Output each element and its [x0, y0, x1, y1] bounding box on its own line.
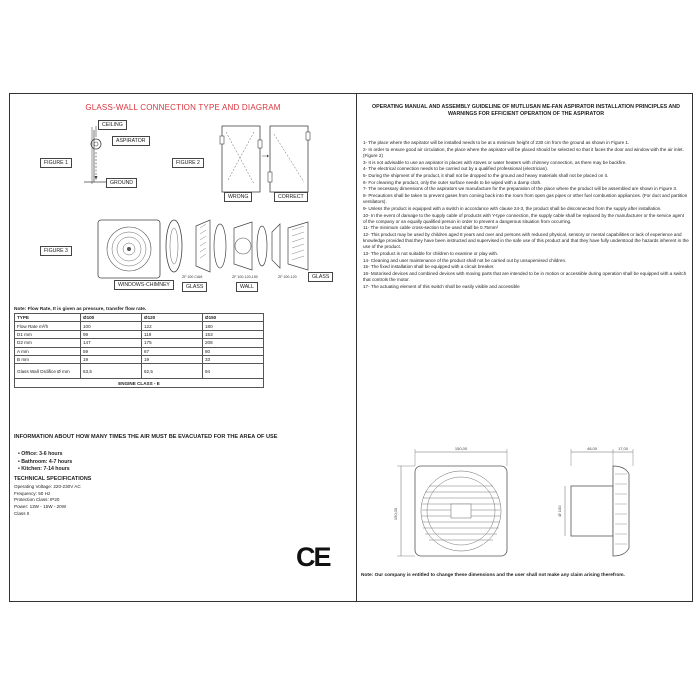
side-frame-dimension: 17,00	[617, 446, 629, 451]
table-cell: 59	[81, 347, 142, 355]
figure-3-label: FIGURE 3	[40, 246, 72, 256]
ceiling-label: CEILING	[98, 120, 127, 130]
figure-2-label: FIGURE 2	[172, 158, 204, 168]
table-cell: 153	[203, 330, 264, 338]
table-header-row	[15, 314, 264, 322]
table-row	[15, 339, 264, 347]
table-cell: 99	[81, 330, 142, 338]
table-cell: 62,5	[142, 364, 203, 379]
table-cell: D2 mm	[15, 339, 81, 347]
glass-label-b: GLASS	[308, 272, 333, 282]
list-item: 13- The product is not suitable for children to examine or play with.	[363, 250, 499, 256]
engine-class-cell: ENGINE CLASS - E	[15, 379, 264, 387]
ground-label: GROUND	[106, 178, 137, 188]
technical-specifications-heading: TECHNICAL SPECIFICATIONS	[14, 476, 92, 482]
table-cell: 67	[142, 347, 203, 355]
table-cell: 122	[142, 322, 203, 330]
list-item: Class II	[14, 510, 30, 516]
glass-label-a: GLASS	[182, 282, 207, 292]
part-label-c: ZF 100-120	[278, 275, 297, 279]
table-row	[15, 347, 264, 355]
side-depth-dimension: 48,00	[586, 446, 598, 451]
list-item: 4- The electrical connection needs to be carried out by a qualified professional (electrician).	[363, 166, 549, 172]
list-item: • Kitchen: 7-14 hours	[18, 466, 72, 474]
table-cell: 147	[81, 339, 142, 347]
aspirator-label: ASPIRATOR	[112, 136, 150, 146]
side-diameter-dimension: Ø 100	[557, 505, 562, 517]
instructions-list	[363, 140, 689, 291]
list-item: Power: 13W - 15W - 20W	[14, 503, 67, 509]
table-header: TYPE	[15, 314, 81, 322]
list-item: 5- During the shipment of the product, it shall not be dropped to the ground and heavy materials shall not be placed on it.	[363, 172, 609, 178]
figure-1-label: FIGURE 1	[40, 158, 72, 168]
table-cell: 180	[203, 322, 264, 330]
part-label-a: ZF 100 CAM	[182, 275, 203, 279]
list-item: 9- Unless the product is equipped with a switch in accordance with clause 24-3, the product shall be disconnected from the supply after installation.	[363, 205, 662, 211]
table-cell: 19	[81, 355, 142, 363]
list-item: 1- The place where the aspirator will be installed needs to be at a minimum height of 230 cm from the ground as shown in Figure 1.	[363, 140, 630, 145]
air-evacuation-list	[18, 451, 72, 474]
table-cell: 80	[203, 347, 264, 355]
list-item: 6- For cleaning the product, only the outer surface needs to be wiped with a damp cloth.	[363, 179, 542, 185]
list-item: • Office: 3-6 hours	[18, 451, 72, 459]
figure-2-drawing	[218, 122, 314, 198]
list-item: 10- In the event of damage to the supply cable of products with Y-type connection, the supply cable shall be replaced by the manufacturer or the service agent of the company or an equally qualified person in order to prevent a dangerous situation from occurring.	[363, 212, 684, 224]
list-item: 17- The actuating element of this switch shall be easily visible and accessible	[363, 283, 520, 289]
correct-label: CORRECT	[274, 192, 308, 202]
engine-class-row	[15, 379, 264, 387]
table-row	[15, 355, 264, 363]
list-item: 8- Precautions shall be taken to prevent gases from coming back into the room from open gas pipes or other fuel combustion appliances. (For duct and partition ventilators).	[363, 193, 688, 205]
company-note: Note: Our company is entitled to change these dimensions and the user shall not make any claim arising therefrom.	[361, 573, 625, 578]
manual-sheet	[9, 93, 693, 602]
table-cell: 53,5	[81, 364, 142, 379]
list-item: 12- This product may be used by children aged 8 years and over and persons with reduced physical, sensory or mental capabilities or lack of experience and knowledge provided that they have been instructed and supervised in the safe use of this product and that they have fully understood the hazards inherent in the use of the product.	[363, 232, 689, 250]
list-item: 2- In order to ensure good air circulation, the place where the aspirator will be placed should be selected so that it faces the door and window with the air inlet. (Figure 2)	[363, 146, 684, 158]
table-cell: 100	[81, 322, 142, 330]
table-header: Ø120	[142, 314, 203, 322]
table-cell: A mm	[15, 347, 81, 355]
table-cell: D1 mm	[15, 330, 81, 338]
list-item: Operating Voltage: 220-230V AC	[14, 484, 81, 489]
table-header: Ø150	[203, 314, 264, 322]
list-item: 16- Motorised devices and combined devices with moving parts that are intended to be in motion or accessible during operation shall be equipped with a switch that controls the motor.	[363, 271, 687, 283]
windows-chimney-label: WINDOWS-CHIMNEY	[114, 280, 174, 290]
table-cell: 208	[203, 339, 264, 347]
table-row	[15, 322, 264, 330]
table-cell: Glass Wall Ordifice Ø mm	[15, 364, 81, 379]
list-item: 7- The necessary dimensions of the aspirators we manufacture for the preparation of the place where the product will be assembled are shown in Figure 3.	[363, 186, 678, 192]
table-cell: 33	[203, 355, 264, 363]
list-item: 3- It is not advisable to use an aspirator in places with stoves or water heaters with chimney connection, as there may be backfire.	[363, 159, 627, 165]
diagram-title: GLASS-WALL CONNECTION TYPE AND DIAGRAM	[85, 103, 281, 112]
air-evacuation-heading: INFORMATION ABOUT HOW MANY TIMES THE AIR MUST BE EVACUATED FOR THE AREA OF USE	[14, 434, 278, 440]
dimension-drawings	[357, 444, 694, 574]
technical-specifications-list	[14, 484, 81, 517]
ce-mark: CE	[296, 542, 330, 572]
list-item: 11- The minimum cable cross-section to be used shall be 0.75mm²	[363, 225, 499, 231]
left-panel	[10, 94, 356, 601]
table-cell: B mm	[15, 355, 81, 363]
table-cell: 19	[142, 355, 203, 363]
table-header: Ø100	[81, 314, 142, 322]
part-label-b: ZF 100-120-150	[232, 275, 258, 279]
list-item: • Bathroom: 4-7 hours	[18, 459, 72, 467]
table-row	[15, 364, 264, 379]
wall-label: WALL	[236, 282, 258, 292]
flow-rate-note: Note: Flow Rate, It is given as pressure, transfer flow rate.	[14, 307, 147, 312]
table-cell: Flow Rate m³/h	[15, 322, 81, 330]
table-cell: 119	[142, 330, 203, 338]
table-cell: 94	[203, 364, 264, 379]
specification-table	[14, 313, 264, 388]
right-panel	[357, 94, 694, 601]
front-height-dimension: 150,00	[393, 507, 398, 521]
table-cell: 175	[142, 339, 203, 347]
list-item: 14- Cleaning and user maintenance of the product shall not be carried out by unsupervised children.	[363, 257, 567, 263]
list-item: Protection Class: IP20	[14, 497, 60, 503]
manual-title: OPERATING MANUAL AND ASSEMBLY GUIDELINE OF MUTLUSAN ME-FAN ASPIRATOR INSTALLATION PRINCIPLES AND WARNINGS FOR EFFICIENT OPERATION OF THE ASPIRATOR	[372, 104, 680, 118]
list-item: Frequency: 50 Hz	[14, 490, 51, 496]
list-item: 15- The fixed installation shall be equipped with a circuit breaker.	[363, 264, 495, 270]
front-width-dimension: 150,00	[454, 446, 468, 451]
wrong-label: WRONG	[224, 192, 252, 202]
table-row	[15, 330, 264, 338]
